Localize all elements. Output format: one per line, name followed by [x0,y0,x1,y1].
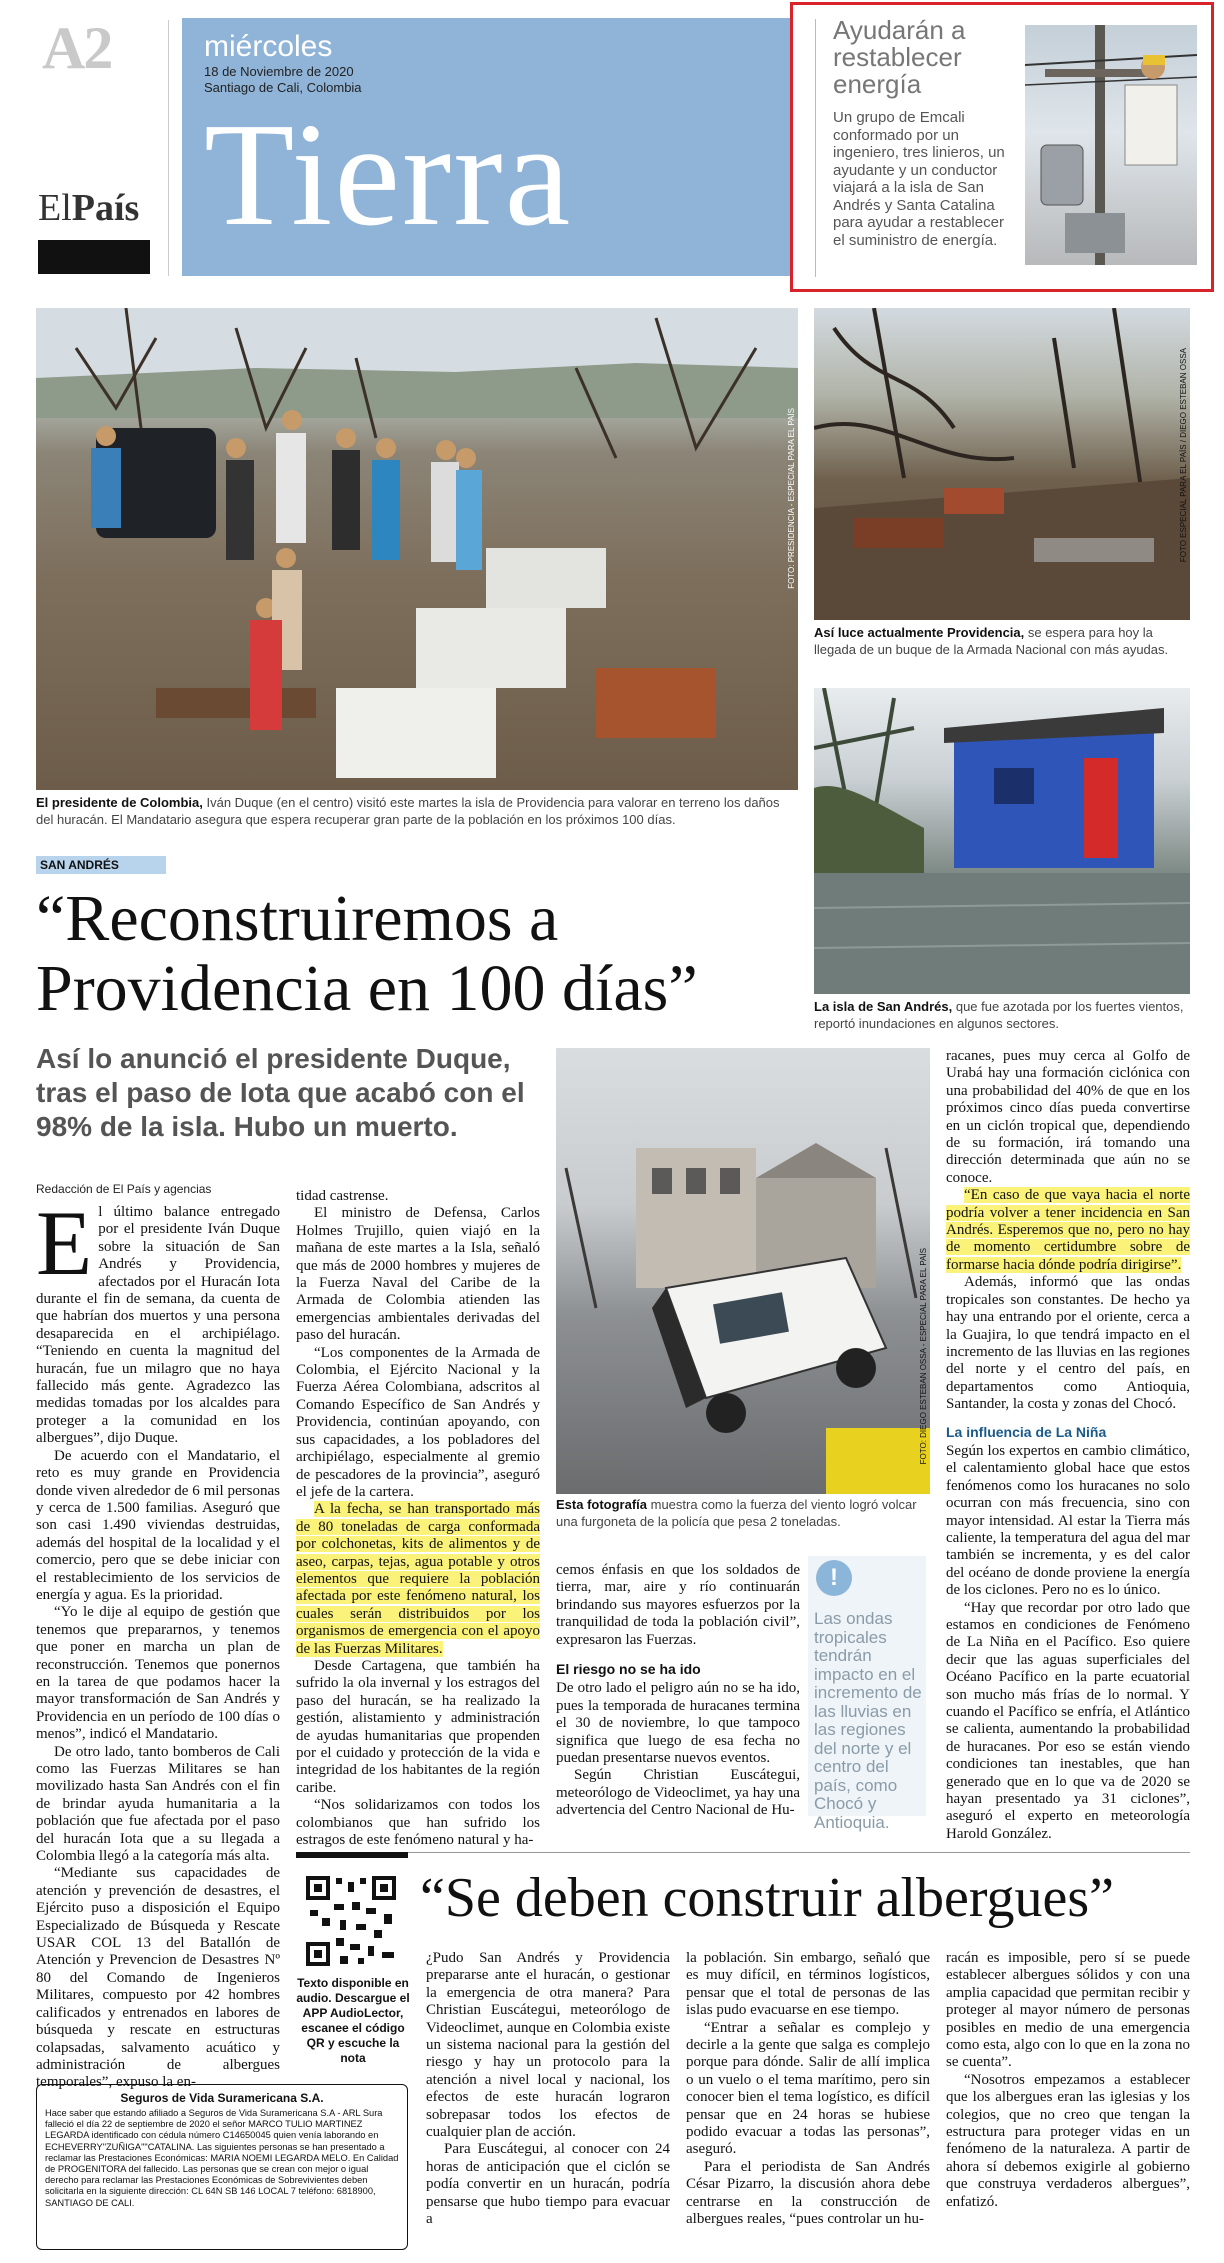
article-column-3 [556,1562,800,1820]
logo-suffix: País [71,187,140,229]
teaser-photo-lineman [1025,25,1197,265]
caption-main-text: Iván Duque (en el centro) visitó este martes la isla de Providencia para valorar en terreno los daños del huracán. El Mandatario asegura que espera recuperar gran parte de la población en los próximos 100 días. [36,795,780,827]
c1-paragraph-3: “Yo le dije al equipo de gestión que tenemos que prepararnos, y tenemos que poner en marcha un plan de reconstrucción. Tenemos que ponernos en la tarea de que podamos hacer la mayor transformación de San Andrés y Providencia en un período de 100 días o menos”, indicó el Mandatario. [36,1604,280,1743]
caption-right-1-lead: Así luce actualmente Providencia, [814,625,1025,640]
callout-icon: ! [816,1560,852,1596]
c4-paragraph-3: Además, informó que las ondas tropicales son constantes. De hecho ya hay una entrando por el oriente, cerca a la Guajira, lo que tendrá impacto en el incremento de las lluvias en las regiones del norte y el centro del país, en departamentos como Antioquia, Santander, la costa y zonas del Chocó. [946,1274,1190,1413]
audio-note: Texto disponible en audio. Descargue el APP AudioLector, escanee el código QR y escuche la nota [296,1976,410,2065]
section-title: Tierra [204,93,573,257]
c4-subhead: La influencia de La Niña [946,1423,1107,1440]
logo [38,186,139,230]
s-paragraph-4: “Entrar a señalar es complejo y decirle a la gente que salga es complejo porque para dónde. Salir de allí implica o un vuelo o el tema marítimo, pero sin conocer bien el tema logístico, es difícil pensar que en 24 horas se hubiese podido evacuar a todas las personas”, aseguró. [686,2019,930,2158]
headline-line-1: “Reconstruiremos a [36,882,559,955]
s-paragraph-7: “Nosotros empezamos a establecer que los albergues eran las iglesias y los colegios, que no creo que tengan la estructura para proteger vidas en un fenómeno de la naturaleza. A partir de ahora sí debemos exigirle al gobierno que construya verdaderos albergues”, enfatizó. [946,2071,1190,2210]
c2-paragraph-3: “Los componentes de la Armada de Colombia, el Ejército Nacional y la Fuerza Aérea Colombiana, adscritos al Comando Específico de San Andrés y Providencia, continúan apoyando, con sus capacidades, a los pobladores del archipiélago, especialmente al gremio de pescadores de la provincia”, aseguró el jefe de la cartera. [296,1344,540,1500]
teaser-box[interactable] [790,2,1214,292]
caption-middle [556,1496,928,1530]
section-banner [182,18,792,276]
date-day: miércoles [204,30,333,63]
teaser-rule [815,19,816,277]
s-paragraph-2: Para Euscátegui, al conocer con 24 horas de anticipación que el ciclón se podía convertir en un huracán, podría pensarse que hubo tiempo para evacuar a [426,2141,670,2228]
byline: Redacción de El País y agencias [36,1182,212,1196]
caption-right-2-text: que fue azotada por los fuertes vientos, reportó inundaciones en algunos sectores. [814,999,1184,1031]
qr-code-icon [304,1874,398,1968]
c4-paragraph-5: “Hay que recordar por otro lado que estamos en condiciones de Fenómeno de La Niña en el Pacífico. Eso quiere decir que las aguas superficiales del Océano Pacífico en la parte ecuatorial son mucho más frías de lo normal. Y cuando el Pacífico se enfría, el Atlántico se calienta, aumentando la probabilidad de huracanes. Por eso se están viendo condiciones tan inestables, que han generado que en lo que va de 2020 se hayan presentado ya 31 ciclones”, aseguró el experto en meteorología Harold González. [946,1599,1190,1842]
c3-paragraph-1: cemos énfasis en que los soldados de tierra, mar, aire y río continuarán brindando sus mayores esfuerzos por la tranquilidad de toda la población civil”, expresaron las Fuerzas. [556,1562,800,1648]
c1-paragraph-2: De acuerdo con el Mandatario, el reto es muy grande en Providencia donde viven alrededor de 6 mil personas y cerca de 1.500 familias. Aseguró que son casi 1.490 viviendas destruidas, además del hospital de la localidad y el comercio, pero que se debe iniciar con el restablecimiento de los servicios de energía y agua. Es la prioridad. [36,1447,280,1603]
c4-paragraph-4: Según los expertos en cambio climático, el calentamiento global hace que estos fenómenos como los huracanes no solo ocurran con más frecuencia, sino con mayor intensidad. Al estar la Tierra más caliente, la temperatura del agua del mar también se incrementa, y es del calor del océano de donde proviene la energía de los ciclones. Pero no es lo único. [946,1442,1190,1599]
c4-paragraph-2 [946,1187,1190,1274]
s-paragraph-5: Para el periodista de San Andrés César Pizarro, la discusión ahora debe centrarse en la construcción de albergues reales, “pues controlar un hu- [686,2158,930,2228]
page-number: A2 [42,15,112,81]
c1-paragraph-1: l último balance entregado por el presidente Iván Duque sobre la situación de San Andrés y Providencia, afectados por el Huracán Iota durante el fin de semana, da cuenta de que habrían dos muertos y una persona desaparecida en el archipiélago. “Teniendo en cuenta la magnitud del huracán, fue un milagro que no haya fallecido más gente. Agradezco las medidas tomadas por los alcaldes para proteger a la comunidad en los albergues”, dijo Duque. [36,1204,280,1447]
photo-duque-providencia [36,308,798,790]
second-headline: “Se deben construir albergues” [420,1867,1115,1929]
photo-credit-main: FOTO: PRESIDENCIA - ESPECIAL PARA EL PAÍS [787,408,796,589]
photo-san-andres-flood [814,688,1190,994]
caption-main [36,794,796,828]
s-paragraph-6: racán es imposible, pero sí se puede establecer albergues sólidos y con una amplia capacidad que permitan recibir y proteger al mayor número de personas posibles en medio de una emergencia como esta, algo con lo que en la zona no se cuenta”. [946,1950,1190,2071]
c2-paragraph-6: “Nos solidarizamos con todos los colombianos que han sufrido los estragos de este fenómeno natural y ha- [296,1797,540,1849]
teaser-text: Un grupo de Emcali conformado por un ingeniero, tres linieros, un ayudante y un conductor viajará a la isla de San Andrés y Santa Catalina para ayudar a restablecer el suministro de energía. [833,109,1005,249]
kicker-text: SAN ANDRÉS [40,858,119,872]
c2-paragraph-1: tidad castrense. [296,1188,389,1204]
kicker [36,856,166,874]
notice-text: Hace saber que estando afiliado a Seguros de Vida Suramericana S.A - ARL Sura falleció el día 22 de septiembre de 2020 el señor MARCO TULIO MARTINEZ LEGARDA identificado con cédula número C14650045 quien venía laborando en ECHEVERRY"ZUÑIGA""CATALINA. Las siguientes personas se han presentado a reclamar las Prestaciones Económicas: MARIA NOEMI LEGARDA MELO. En Calidad de PROGENITORA del fallecido. Las personas que se crean con mejor o igual derecho para reclamar las Prestaciones Económicas de Sobrevivientes deben solicitarla en la siguiente dirección: CL 64N SB 146 LOCAL 7 teléfono: 6818900, SANTIAGO DE CALI. [45,2108,399,2208]
qr-code[interactable] [304,1874,398,1968]
s-paragraph-3: la población. Sin embargo, señaló que es muy difícil, en términos logísticos, pensar que el total de personas de las islas pudo evacuarse en ese tiempo. [686,1950,930,2019]
second-column-2 [686,1950,930,2229]
caption-right-1 [814,624,1190,658]
caption-right-2 [814,998,1190,1032]
c1-paragraph-4: De otro lado, tanto bomberos de Cali como las Fuerzas Militares se han movilizado hasta San Andrés con el fin de brindar ayuda humanitaria a la población que fue afectada por el paso del huracán Iota que a su llegada a Colombia llegó a la categoría más alta. [36,1743,280,1865]
legal-notice [36,2084,408,2250]
logo-prefix: El [38,187,72,229]
photo-providencia-ruins [814,308,1190,620]
article-column-2 [296,1188,540,1849]
photo-credit-middle: FOTO: DIEGO ESTEBAN OSSA - ESPECIAL PARA EL PAÍS [919,1248,928,1465]
c3-paragraph-3: Según Christian Euscátegui, meteorólogo de Videoclimet, ya hay una advertencia del Centro Nacional de Hu- [556,1767,800,1819]
date-full: 18 de Noviembre de 2020 [204,64,354,79]
second-column-3 [946,1950,1190,2211]
callout-text: Las ondas tropicales tendrán impacto en el incremento de las lluvias en las regiones del norte y el centro del país, como Chocó y Antioquia. [814,1609,922,1832]
caption-right-2-lead: La isla de San Andrés, [814,999,953,1014]
article-column-4 [946,1048,1190,1843]
notice-title: Seguros de Vida Suramericana S.A. [120,2091,324,2105]
caption-middle-lead: Esta fotografía [556,1497,648,1512]
qr-bar [296,1852,408,1858]
photo-overturned-van [556,1048,930,1494]
photo-credit-right: FOTO ESPECIAL PARA EL PAÍS / DIEGO ESTEBAN OSSA [1179,348,1188,563]
dropcap: E [36,1192,93,1294]
teaser-title: Ayudarán a restablecer energía [833,15,966,99]
c2-paragraph-4 [296,1501,540,1658]
logo-bar [38,240,150,274]
callout-box [808,1556,926,1832]
second-column-1 [426,1950,670,2229]
section-rule [296,1852,1190,1853]
date-place: Santiago de Cali, Colombia [204,80,362,95]
caption-main-lead: El presidente de Colombia, [36,795,203,810]
c2-paragraph-5: Desde Cartagena, que también ha sufrido la ola invernal y los estragos del paso del huracán, se ha realizado la gestión, alistamiento y administración de ayudas humanitarias que propenden por el cuidado y protección de la vida e integridad de los habitantes de la región caribe. [296,1657,540,1796]
masthead-divider [168,20,169,276]
caption-right-1-text: se espera para hoy la llegada de un buque de la Armada Nacional con más ayudas. [814,625,1169,657]
headline [36,884,816,1024]
c2-highlight: A la fecha, se han transportado más de 80 toneladas de carga conformada por colchonetas, kits de alimentos y de aseo, carpas, tejas, agua potable y otros elementos que requiere la población afectada por este fenómeno natural, los cuales serán distribuidos por los organismos de emergencia con el apoyo de las Fuerzas Militares. [296,1501,540,1657]
c4-highlight: “En caso de que vaya hacia el norte podría volver a tener incidencia en San Andrés. Esperemos que no, pero no hay de momento certidumbre sobre de formarse hacia dónde podría dirigirse”. [946,1187,1190,1273]
s-paragraph-1: ¿Pudo San Andrés y Providencia prepararse ante el huracán, o gestionar la emergencia de otra manera? Para Christian Euscátegui, meteorólogo de Videoclimet, aunque en Colombia existe un sistema nacional para la gestión del riesgo y hay un protocolo para la atención a nivel local y nacional, los efectos de este huracán lograron sobrepasar todos los efectos de cualquier plan de acción. [426,1950,670,2141]
c4-paragraph-1: racanes, pues muy cerca al Golfo de Urabá hay una formación ciclónica con una probabilidad del 40% de que en los próximos cinco días pueda convertirse en un ciclón tropical que, dependiendo de su formación, irá tomando una dirección determinada que aún no se conoce. [946,1048,1190,1186]
headline-line-2: Providencia en 100 días” [36,952,698,1025]
c2-paragraph-2: El ministro de Defensa, Carlos Holmes Trujillo, quien viajó en la mañana de este martes a la Isla, señaló que más de 2000 hombres y mujeres de la Fuerza Naval del Caribe de la Armada de Colombia atienden las emergencias ambientales derivadas del paso del huracán. [296,1205,540,1344]
caption-middle-text: muestra como la fuerza del viento logró volcar una furgoneta de la policía que pesa 2 toneladas. [556,1497,917,1529]
c3-subhead: El riesgo no se ha ido [556,1661,701,1678]
c1-paragraph-5: “Mediante sus capacidades de atención y prevención de desastres, el Ejército puso a disposición el Equipo Especializado de Búsqueda y Rescate USAR COL 13 del Batallón de Atención y Prevencion de Desastres Nº 80 del Comando de Ingenieros Militares, compuesto por 42 hombres calificados y entrenados en labores de búsqueda y rescate en estructuras colapsadas, salvamento acuático y administración de albergues temporales”, expuso la en- [36,1865,280,2091]
deck: Así lo anunció el presidente Duque, tras el paso de Iota que acabó con el 98% de la isla. Hubo un muerto. [36,1043,525,1142]
c3-paragraph-2: De otro lado el peligro aún no se ha ido, pues la temporada de huracanes termina el 30 de noviembre, lo que tampoco significa que luego de esa fecha no puedan presentarse nuevos eventos. [556,1680,800,1767]
article-column-1 [36,1192,280,2092]
